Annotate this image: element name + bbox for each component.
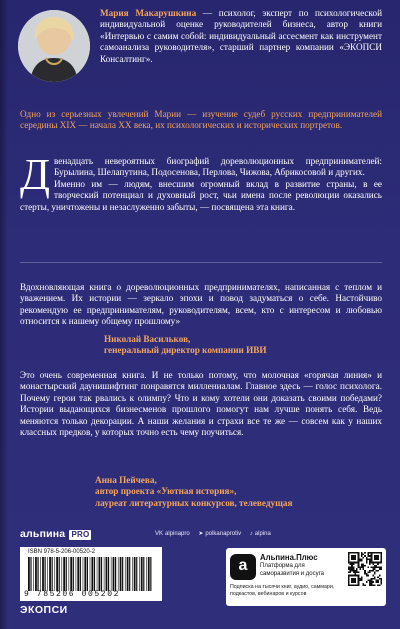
pro-badge: PRO bbox=[71, 530, 90, 539]
social-vk-label: alpinapro bbox=[165, 531, 190, 537]
author-name: Мария Макарушкина bbox=[100, 8, 197, 18]
telegram-icon: ➤ bbox=[198, 531, 204, 537]
barcode bbox=[28, 557, 154, 591]
alpina-plus-logo: a bbox=[230, 554, 256, 580]
alpina-plus-ad bbox=[226, 548, 386, 606]
publisher-footer bbox=[20, 528, 382, 542]
review-author-2-line2: автор проекта «Уютная история», bbox=[95, 486, 237, 497]
publisher-brand-text: альпина bbox=[20, 528, 66, 540]
isbn-label: ISBN 978-5-206-00520-2 bbox=[28, 549, 96, 555]
alpina-plus-description: Подписка на тысячи книг, аудио, саммари, подкастов, вебинаров и курсов bbox=[230, 584, 335, 597]
review-author-2-line3: лауреат литературных конкурсов, телеведущая bbox=[95, 497, 293, 508]
alpina-plus-subtitle: Платформа для саморазвития и досуга bbox=[260, 563, 324, 577]
social-telegram[interactable] bbox=[198, 531, 242, 537]
book-description bbox=[20, 150, 382, 213]
description-paragraph-2: Именно им — людям, внесшим огромный вклад в развитие страны, в ее творческий потенциал и духовный рост, чьи имена после революции оказались стерты, уничтожены и незаслуженно забыты, — посвящена эта книга. bbox=[20, 178, 382, 212]
author-interest: Одно из серьезных увлечений Марии — изучение судеб русских предпринимателей середины XIX — начала XX века, их психологических и исторических портретов. bbox=[20, 109, 382, 131]
publisher-logo bbox=[20, 528, 91, 540]
drop-cap: Д bbox=[20, 150, 51, 199]
review-author-2 bbox=[95, 475, 385, 509]
author-bio bbox=[100, 8, 382, 65]
social-alpina[interactable] bbox=[250, 531, 271, 537]
review-author-2-name: Анна Пейчева, bbox=[95, 475, 157, 485]
review-quote-1: Вдохновляющая книга о дореволюционных предпринимателях, написанная с теплом и уважением. Их истории — зеркало эпохи и повод задуматься о себе. Настойчиво рекомендую ее предпринимателям, руководителям, всем, кто с интересом и любовью относится к нашему общему прошлому» bbox=[20, 282, 382, 327]
social-links bbox=[155, 530, 278, 537]
review-author-1-title: генеральный директор компании ИВИ bbox=[104, 345, 267, 356]
alpina-icon: ♪ bbox=[249, 531, 253, 537]
social-telegram-label: polkanaprotiv bbox=[205, 531, 242, 537]
social-vk[interactable] bbox=[155, 531, 191, 537]
vk-icon: VK bbox=[155, 531, 164, 537]
section-divider bbox=[20, 262, 382, 263]
publisher-ekopsi: ЭКОПСИ bbox=[20, 604, 68, 616]
description-paragraph-1: венадцать невероятных биографий дореволюционных предпринимателей: Бурылина, Шелапутина, Подосенова, Перлова, Чижова, Абрикосовой и других. bbox=[54, 156, 382, 178]
social-alpina-label: alpina bbox=[254, 531, 271, 537]
review-quote-2: Это очень современная книга. И не только потому, что молочная «горячая линия» и монастырский даунишифтинг понравятся миллениалам. Главное здесь — голос психолога. Почему герои так рвались к олимпу? Что и кому хотели они доказать своими победами? Истории выдающихся бизнесменов прошлого помогут нам лучше понять себя. Ведь меняются только декорации. А наши желания и страхи все те же — совсем как у наших классных предков, у которых точно есть чему поучиться. bbox=[20, 370, 382, 438]
barcode-digits: 9 785206 005202 bbox=[24, 590, 121, 599]
barcode-panel bbox=[20, 547, 162, 601]
alpina-plus-title: Альпина.Плюс bbox=[260, 553, 318, 562]
review-author-1-name: Николай Васильков, bbox=[104, 334, 191, 344]
review-author-1 bbox=[104, 334, 384, 357]
author-photo bbox=[18, 10, 90, 82]
qr-code[interactable] bbox=[348, 552, 382, 586]
author-bio-text: — психолог, эксперт по психологической индивидуальной оценке руководителей бизнеса, автор книги «Интервью с самим собой: индивидуальный ассесмент как инструмент самоанализа руководителя», старший партнер компании «ЭКОПСИ Консалтинг». bbox=[100, 8, 383, 64]
